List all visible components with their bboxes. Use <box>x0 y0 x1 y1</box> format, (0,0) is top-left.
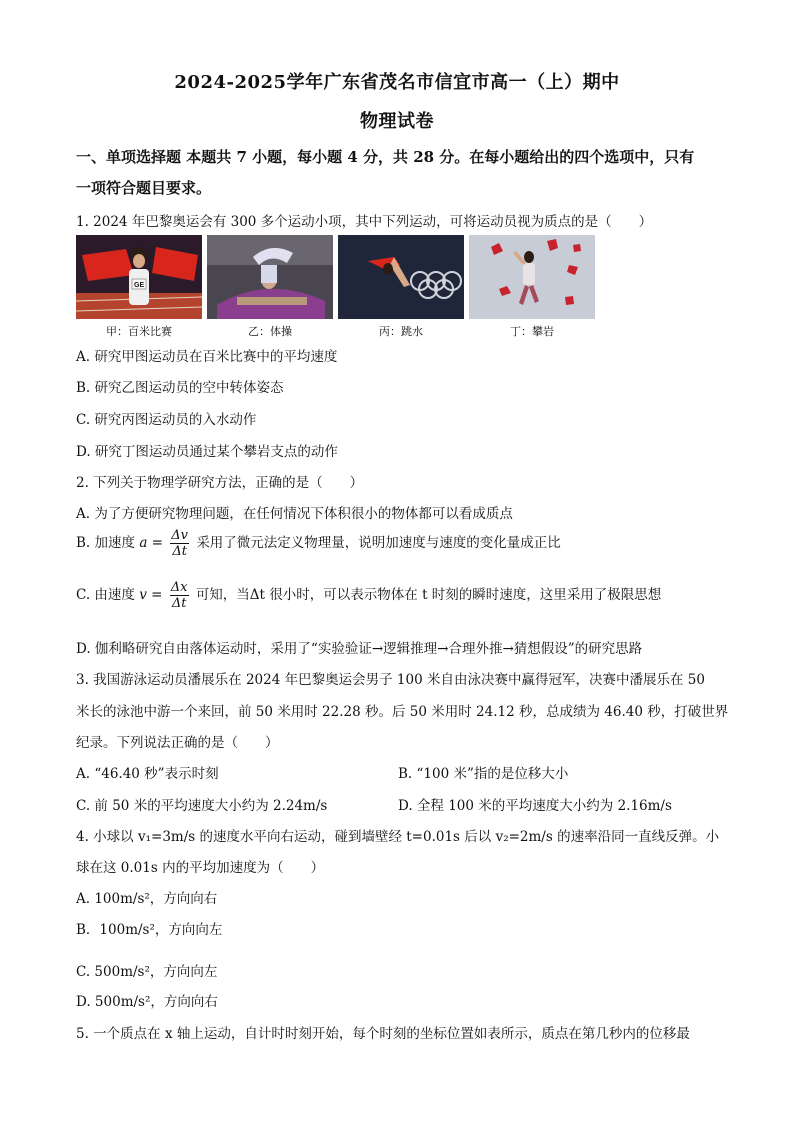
q2-b-prefix: B. 加速度 <box>76 535 136 551</box>
climber-photo <box>469 235 595 319</box>
q3-option-c: C. 前 50 米的平均速度大小约为 2.24m/s <box>76 798 328 814</box>
q1-option-c: C. 研究丙图运动员的入水动作 <box>76 412 257 428</box>
q1-option-b: B. 研究乙图运动员的空中转体姿态 <box>76 380 284 396</box>
q2-option-b: B. 加速度 a = $\frac{\Delta v}{\Delta t}$ 采用了微元法定义物理量，说明加速度与速度的变化量成正比 <box>76 528 561 559</box>
q3-option-d: D. 全程 100 米的平均速度大小约为 2.16m/s <box>398 798 672 814</box>
caption-climbing: 丁：攀岩 <box>510 325 554 338</box>
q2-b-var: a <box>139 535 148 551</box>
q2-c-suffix: 可知，当Δt 很小时，可以表示物体在 t 时刻的瞬时速度，这里采用了极限思想 <box>195 587 662 603</box>
q4-option-c: C. 500m/s²，方向向左 <box>76 964 218 980</box>
q2-option-c: C. 由速度 v = $\frac{\Delta x}{\Delta t}$ 可知，当Δt 很小时，可以表示物体在 t 时刻的瞬时速度，这里采用了极限思想 <box>76 580 662 611</box>
q4-line1: 4. 小球以 v₁=3m/s 的速度水平向右运动，碰到墙壁经 t=0.01s 后以 v₂=2m/s 的速率沿同一直线反弹。小 <box>76 829 720 845</box>
caption-sprint: 甲：百米比赛 <box>106 325 172 338</box>
gymnast-photo <box>207 235 333 319</box>
fraction-dv-dt: $\frac{\Delta v}{\Delta t}$ <box>171 528 189 559</box>
section-heading-line1: 一、单项选择题 本题共 7 小题，每小题 4 分，共 28 分。在每小题给出的四个选项中，只有 <box>76 148 695 166</box>
q4-option-d: D. 500m/s²，方向向右 <box>76 994 218 1010</box>
bib-text: GE <box>134 282 145 289</box>
q3-option-b: B. “100 米”指的是位移大小 <box>398 766 569 782</box>
caption-diving: 丙：跳水 <box>379 325 423 338</box>
q3-line1: 3. 我国游泳运动员潘展乐在 2024 年巴黎奥运会男子 100 米自由泳决赛中赢得冠军，决赛中潘展乐在 50 <box>76 672 705 688</box>
section-heading-line2: 一项符合题目要求。 <box>76 179 212 197</box>
q2-option-a: A. 为了方便研究物理问题，在任何情况下体积很小的物体都可以看成质点 <box>76 506 513 522</box>
q1-stem: 1. 2024 年巴黎奥运会有 300 多个运动小项，其中下列运动，可将运动员视为质点的是（ ） <box>76 214 653 230</box>
q1-option-d: D. 研究丁图运动员通过某个攀岩支点的动作 <box>76 444 338 460</box>
diver-photo <box>338 235 464 319</box>
q4-option-b: B．100m/s²，方向向左 <box>76 922 223 938</box>
exam-title: 2024-2025学年广东省茂名市信宜市高一（上）期中 <box>174 72 620 93</box>
q3-option-a: A. “46.40 秒”表示时刻 <box>76 766 219 782</box>
q5-line1: 5. 一个质点在 x 轴上运动，自计时时刻开始，每个时刻的坐标位置如表所示，质点在第几秒内的位移最 <box>76 1026 690 1042</box>
q4-option-a: A. 100m/s²，方向向右 <box>76 891 218 907</box>
q2-option-d: D. 伽利略研究自由落体运动时，采用了“实验验证→逻辑推理→合理外推→猜想假设”的研究思路 <box>76 641 643 657</box>
fraction-dx-dt: $\frac{\Delta x}{\Delta t}$ <box>170 580 188 611</box>
q2-stem: 2. 下列关于物理学研究方法，正确的是（ ） <box>76 475 364 491</box>
q3-line2: 米长的泳池中游一个来回，前 50 米用时 22.28 秒。后 50 米用时 24.12 秒，总成绩为 46.40 秒，打破世界 <box>76 704 729 720</box>
caption-gymnastics: 乙：体操 <box>248 325 292 338</box>
q3-line3: 纪录。下列说法正确的是（ ） <box>76 735 279 751</box>
exam-subtitle: 物理试卷 <box>360 111 434 132</box>
q2-c-prefix: C. 由速度 <box>76 587 135 603</box>
q4-line2: 球在这 0.01s 内的平均加速度为（ ） <box>76 860 325 876</box>
q1-option-a: A. 研究甲图运动员在百米比赛中的平均速度 <box>76 349 338 365</box>
sprinter-photo <box>76 235 202 319</box>
q2-b-suffix: 采用了微元法定义物理量，说明加速度与速度的变化量成正比 <box>196 535 561 551</box>
q2-c-var: v <box>139 587 147 603</box>
q1-figure-row <box>76 235 606 340</box>
